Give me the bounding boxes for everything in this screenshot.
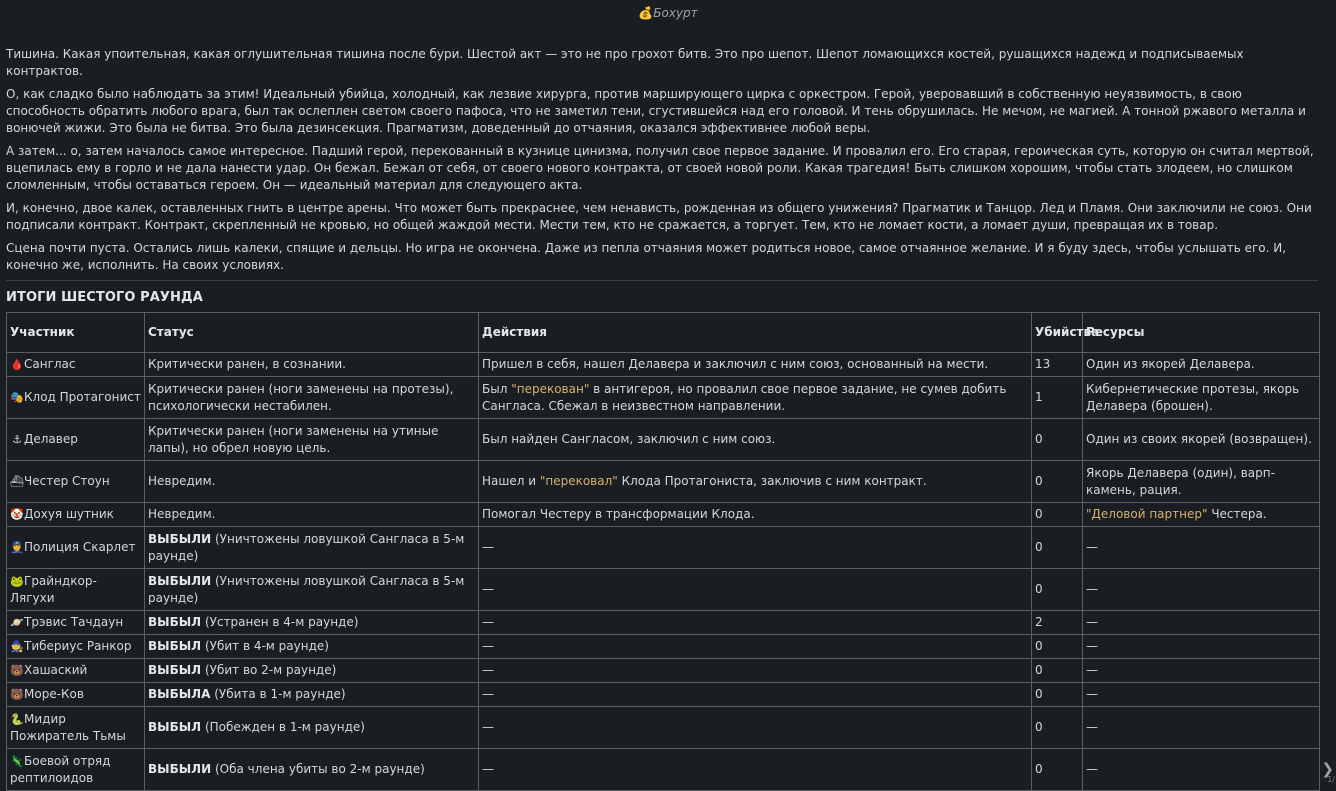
status-cell bbox=[145, 353, 479, 377]
participant-name: Трэвис Тачдаун bbox=[24, 615, 124, 629]
mage-icon: 🧙 bbox=[10, 640, 24, 653]
table-row bbox=[7, 353, 1320, 377]
kills-cell: 0 bbox=[1032, 749, 1083, 791]
participant-name: Грайндкор-Лягухи bbox=[10, 573, 97, 605]
theater-masks-icon: 🎭 bbox=[10, 391, 24, 404]
actions-text: Был найден Сангласом, заключил с ним союз. bbox=[482, 432, 776, 446]
page-indicator: 1/ bbox=[1327, 775, 1335, 784]
table-row bbox=[7, 611, 1320, 635]
resources-text: Один из своих якорей (возвращен). bbox=[1086, 432, 1312, 446]
column-header-actions: Действия bbox=[479, 313, 1032, 353]
resources-highlight: "Деловой партнер" bbox=[1086, 507, 1208, 521]
participant-name: Боевой отряд рептилоидов bbox=[10, 753, 111, 785]
section-title: ИТОГИ ШЕСТОГО РАУНДА bbox=[6, 290, 203, 305]
status-text: (Убит во 2-м раунде) bbox=[201, 663, 337, 677]
participant-cell bbox=[7, 635, 145, 659]
resources-text: Честера. bbox=[1207, 507, 1267, 521]
frog-icon: 🐸 bbox=[10, 574, 24, 588]
actions-cell bbox=[479, 377, 1032, 419]
table-row bbox=[7, 569, 1320, 611]
participant-name: Честер Стоун bbox=[24, 474, 110, 488]
table-row bbox=[7, 377, 1320, 419]
table-row bbox=[7, 635, 1320, 659]
status-text: (Устранен в 4-м раунде) bbox=[201, 615, 359, 629]
resources-text: — bbox=[1086, 540, 1098, 554]
story-paragraph: А затем... о, затем началось самое интересное. Падший герой, перекованный в кузнице цинизма, получил свое первое задание. И провалил его. Его старая, героическая суть, которую он считал мертвой, вцепилась ему в горло и не дала нанести удар. Он бежал. Бежал от себя, от своего нового контракта, от своей новой роли. Какая трагедия! Быть слишком хорошим, чтобы стать злодеем, но слишком сломленным, чтобы оставаться героем. Он — идеальный материал для следующего акта. bbox=[6, 144, 1314, 192]
actions-text: Нашел и bbox=[482, 474, 540, 488]
kills-cell: 13 bbox=[1032, 353, 1083, 377]
lizard-icon: 🦎 bbox=[10, 754, 24, 768]
kills-cell: 0 bbox=[1032, 659, 1083, 683]
kills-cell: 0 bbox=[1032, 707, 1083, 749]
status-cell bbox=[145, 749, 479, 791]
resources-cell bbox=[1083, 503, 1320, 527]
participant-name: Санглас bbox=[24, 357, 76, 371]
actions-cell bbox=[479, 527, 1032, 569]
kills-cell: 0 bbox=[1032, 503, 1083, 527]
status-text: (Убит в 4-м раунде) bbox=[201, 639, 329, 653]
participant-cell bbox=[7, 659, 145, 683]
status-cell bbox=[145, 527, 479, 569]
status-cell bbox=[145, 635, 479, 659]
table-row bbox=[7, 749, 1320, 791]
status-cell bbox=[145, 683, 479, 707]
status-cell bbox=[145, 503, 479, 527]
results-table bbox=[6, 312, 1320, 791]
planet-icon: 🪐 bbox=[10, 616, 24, 629]
status-cell bbox=[145, 707, 479, 749]
actions-text: — bbox=[482, 639, 494, 653]
participant-name: Мидир Пожиратель Тьмы bbox=[10, 711, 126, 743]
participant-cell bbox=[7, 569, 145, 611]
chevron-right-icon[interactable]: ❯ bbox=[1321, 760, 1334, 778]
resources-cell bbox=[1083, 635, 1320, 659]
status-eliminated-label: ВЫБЫЛ bbox=[148, 615, 202, 629]
actions-cell bbox=[479, 749, 1032, 791]
table-header-row bbox=[7, 313, 1320, 353]
status-text: Критически ранен, в сознании. bbox=[148, 357, 346, 371]
money-bag-icon: 💰 bbox=[638, 6, 654, 20]
actions-text: — bbox=[482, 762, 494, 776]
status-cell bbox=[145, 419, 479, 461]
table-row bbox=[7, 683, 1320, 707]
kills-cell: 0 bbox=[1032, 569, 1083, 611]
status-eliminated-label: ВЫБЫЛА bbox=[148, 687, 211, 701]
kills-cell: 1 bbox=[1032, 377, 1083, 419]
status-text: (Убита в 1-м раунде) bbox=[210, 687, 346, 701]
kills-cell: 0 bbox=[1032, 419, 1083, 461]
anchor-icon: ⚓ bbox=[12, 433, 22, 446]
table-row bbox=[7, 419, 1320, 461]
resources-text: — bbox=[1086, 639, 1098, 653]
status-eliminated-label: ВЫБЫЛ bbox=[148, 639, 202, 653]
participant-cell bbox=[7, 527, 145, 569]
actions-text-end: Клода Протагониста, заключив с ним контракт. bbox=[617, 474, 927, 488]
status-cell bbox=[145, 569, 479, 611]
status-text: Невредим. bbox=[148, 474, 216, 488]
actions-cell bbox=[479, 461, 1032, 503]
actions-text: — bbox=[482, 582, 494, 596]
actions-cell bbox=[479, 419, 1032, 461]
resources-cell bbox=[1083, 377, 1320, 419]
status-text: Критически ранен (ноги заменены на утиные лапы), но обрел новую цель. bbox=[148, 423, 439, 455]
status-text: (Оба члена убиты во 2-м раунде) bbox=[211, 762, 425, 776]
blood-drop-icon: 🩸 bbox=[10, 358, 24, 371]
participant-name: Дохуя шутник bbox=[24, 507, 114, 521]
actions-text-end: в антигероя, но провалил свое первое задание, не сумев добить Сангласа. Сбежал в неизвестном направлении. bbox=[482, 381, 1007, 413]
resources-cell bbox=[1083, 749, 1320, 791]
table-row bbox=[7, 659, 1320, 683]
table-row bbox=[7, 503, 1320, 527]
actions-text: Был bbox=[482, 381, 512, 396]
actions-text: — bbox=[482, 687, 494, 701]
kills-cell: 0 bbox=[1032, 635, 1083, 659]
participant-cell bbox=[7, 353, 145, 377]
police-officer-icon: 👮 bbox=[10, 541, 24, 554]
actions-text: — bbox=[482, 540, 494, 554]
participant-cell bbox=[7, 419, 145, 461]
story-paragraph: Тишина. Какая упоительная, какая оглушительная тишина после бури. Шестой акт — это не про грохот битв. Это про шепот. Шепот ломающихся костей, рушащихся надежд и подписываемых контрактов. bbox=[6, 47, 1244, 78]
status-eliminated-label: ВЫБЫЛИ bbox=[148, 573, 212, 588]
participant-name: Море-Ков bbox=[24, 687, 84, 701]
actions-cell bbox=[479, 635, 1032, 659]
status-text: (Уничтожены ловушкой Сангласа в 5-м раунде) bbox=[148, 573, 465, 605]
table-row bbox=[7, 707, 1320, 749]
participant-cell bbox=[7, 683, 145, 707]
resources-text: — bbox=[1086, 615, 1098, 629]
kills-cell: 0 bbox=[1032, 527, 1083, 569]
actions-text: — bbox=[482, 615, 494, 629]
participant-name: Клод Протагонист bbox=[24, 390, 141, 404]
actions-cell bbox=[479, 353, 1032, 377]
divider bbox=[6, 280, 1318, 281]
story-paragraph: И, конечно, двое калек, оставленных гнить в центре арены. Что может быть прекраснее, чем ненависть, рожденная из общего унижения? Прагматик и Танцор. Лед и Пламя. Они заключили не союз. Они подписали контракт. Контракт, скрепленный не кровью, но общей жаждой мести. Мести тем, кто не сражается, а торгует. Тем, кто не ломает кости, а ломает души, превращая их в товар. bbox=[6, 201, 1312, 232]
resources-text: Якорь Делавера (один), варп-камень, рация. bbox=[1086, 465, 1275, 497]
speaker-label: Бохурт bbox=[653, 6, 698, 20]
participant-cell bbox=[7, 611, 145, 635]
resources-text: — bbox=[1086, 582, 1098, 596]
participant-name: Полиция Скарлет bbox=[24, 540, 136, 554]
status-eliminated-label: ВЫБЫЛИ bbox=[148, 762, 212, 776]
status-cell bbox=[145, 377, 479, 419]
participant-name: Тибериус Ранкор bbox=[24, 639, 132, 653]
message-content bbox=[6, 46, 1318, 791]
resources-cell bbox=[1083, 611, 1320, 635]
actions-highlight: "перекован" bbox=[511, 381, 590, 396]
clown-icon: 🤡 bbox=[10, 508, 24, 521]
resources-cell bbox=[1083, 659, 1320, 683]
actions-text: — bbox=[482, 663, 494, 677]
resources-text: Кибернетические протезы, якорь Делавера (брошен). bbox=[1086, 381, 1300, 413]
participant-name: Делавер bbox=[24, 432, 78, 446]
participant-cell bbox=[7, 461, 145, 503]
column-header-status: Статус bbox=[145, 313, 479, 353]
participant-cell bbox=[7, 503, 145, 527]
resources-text: — bbox=[1086, 687, 1098, 701]
actions-cell bbox=[479, 569, 1032, 611]
resources-cell bbox=[1083, 461, 1320, 503]
column-header-resources: Ресурсы bbox=[1083, 313, 1320, 353]
status-eliminated-label: ВЫБЫЛ bbox=[148, 663, 202, 677]
actions-text: Помогал Честеру в трансформации Клода. bbox=[482, 507, 755, 521]
resources-text: Один из якорей Делавера. bbox=[1086, 357, 1255, 371]
status-cell bbox=[145, 611, 479, 635]
resources-cell bbox=[1083, 683, 1320, 707]
status-text: (Побежден в 1-м раунде) bbox=[201, 720, 365, 734]
participant-cell bbox=[7, 707, 145, 749]
resources-text: — bbox=[1086, 762, 1098, 776]
status-text: Невредим. bbox=[148, 507, 216, 521]
participant-cell bbox=[7, 749, 145, 791]
story-paragraph: Сцена почти пуста. Остались лишь калеки, спящие и дельцы. Но игра не окончена. Даже из пепла отчаяния может родиться новое, самое отчаянное желание. И я буду здесь, чтобы услышать его. И, конечно же, исполнить. На своих условиях. bbox=[6, 241, 1287, 272]
table-row bbox=[7, 461, 1320, 503]
actions-cell bbox=[479, 707, 1032, 749]
resources-cell bbox=[1083, 707, 1320, 749]
actions-cell bbox=[479, 659, 1032, 683]
status-text: Критически ранен (ноги заменены на протезы), психологически нестабилен. bbox=[148, 381, 454, 413]
bear-icon: 🐻 bbox=[10, 688, 24, 701]
status-eliminated-label: ВЫБЫЛИ bbox=[148, 531, 212, 546]
status-cell bbox=[145, 659, 479, 683]
status-text: (Уничтожены ловушкой Сангласа в 5-м раунде) bbox=[148, 531, 465, 563]
column-header-kills: Убийства bbox=[1032, 313, 1083, 353]
resources-cell bbox=[1083, 419, 1320, 461]
resources-cell bbox=[1083, 527, 1320, 569]
kills-cell: 0 bbox=[1032, 461, 1083, 503]
speaker-name bbox=[0, 5, 1336, 22]
status-eliminated-label: ВЫБЫЛ bbox=[148, 720, 202, 734]
actions-cell bbox=[479, 611, 1032, 635]
actions-highlight: "перековал" bbox=[539, 474, 618, 488]
snake-icon: 🐍 bbox=[10, 712, 24, 726]
ship-icon: ⛴ bbox=[10, 475, 24, 488]
actions-cell bbox=[479, 503, 1032, 527]
bear-icon: 🐻 bbox=[10, 664, 24, 677]
participant-cell bbox=[7, 377, 145, 419]
actions-text: — bbox=[482, 720, 494, 734]
resources-cell bbox=[1083, 353, 1320, 377]
story-paragraph: О, как сладко было наблюдать за этим! Идеальный убийца, холодный, как лезвие хирурга, против марширующего цирка с оркестром. Герой, уверовавший в собственную неуязвимость, в свою способность обратить любого врага, был так ослеплен светом своего пафоса, что не заметил тени, сгустившейся над его головой. И тень обрушилась. Не мечом, не магией. А тонной ржавого металла и вонючей жижи. Это была не битва. Это была дезинсекция. Прагматизм, доведенный до отчаяния, оказался эффективнее любой веры. bbox=[6, 87, 1306, 135]
status-cell bbox=[145, 461, 479, 503]
kills-cell: 2 bbox=[1032, 611, 1083, 635]
resources-text: — bbox=[1086, 720, 1098, 734]
actions-cell bbox=[479, 683, 1032, 707]
resources-text: — bbox=[1086, 663, 1098, 677]
resources-cell bbox=[1083, 569, 1320, 611]
column-header-participant: Участник bbox=[7, 313, 145, 353]
actions-text: Пришел в себя, нашел Делавера и заключил с ним союз, основанный на мести. bbox=[482, 357, 989, 371]
participant-name: Хашаский bbox=[24, 663, 88, 677]
kills-cell: 0 bbox=[1032, 683, 1083, 707]
table-row bbox=[7, 527, 1320, 569]
